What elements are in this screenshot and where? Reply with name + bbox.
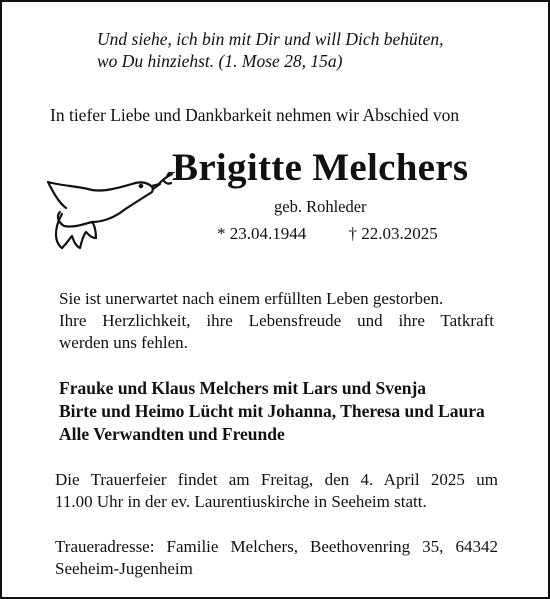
bible-verse — [97, 28, 444, 72]
mourner-line: Alle Verwandten und Freunde — [59, 424, 285, 444]
deceased-name: Brigitte Melchers — [172, 146, 469, 189]
service-line-1: Die Trauerfeier findet am Freitag, den 4. April 2025 um — [55, 470, 498, 489]
mourner-line: Birte und Heimo Lücht mit Johanna, Theresa und Laura — [59, 401, 485, 421]
funeral-service-info — [55, 469, 498, 513]
dove-with-olive-branch-icon — [40, 172, 180, 254]
maiden-name: geb. Rohleder — [274, 197, 367, 216]
mourners-list — [59, 377, 485, 446]
address-line-2: Seeheim-Jugenheim — [55, 559, 193, 578]
tribute-line-3: werden uns fehlen. — [59, 333, 188, 352]
tribute-text — [59, 288, 494, 354]
verse-line-1: Und siehe, ich bin mit Dir und will Dich behüten, — [97, 29, 444, 49]
life-dates — [217, 224, 438, 244]
birth-date: * 23.04.1944 — [217, 224, 307, 243]
death-date: † 22.03.2025 — [348, 224, 438, 243]
address-line-1: Traueradresse: Familie Melchers, Beethovenring 35, 64342 — [55, 537, 498, 556]
tribute-line-2: Ihre Herzlichkeit, ihre Lebensfreude und ihre Tatkraft — [59, 311, 494, 330]
mourner-line: Frauke und Klaus Melchers mit Lars und Svenja — [59, 378, 427, 398]
mourning-address — [55, 536, 498, 580]
intro-text: In tiefer Liebe und Dankbarkeit nehmen wir Abschied von — [50, 105, 460, 125]
service-line-2: 11.00 Uhr in der ev. Laurentiuskirche in Seeheim statt. — [55, 492, 427, 511]
verse-line-2: wo Du hinziehst. (1. Mose 28, 15a) — [97, 51, 343, 71]
tribute-line-1: Sie ist unerwartet nach einem erfüllten Leben gestorben. — [59, 289, 444, 308]
